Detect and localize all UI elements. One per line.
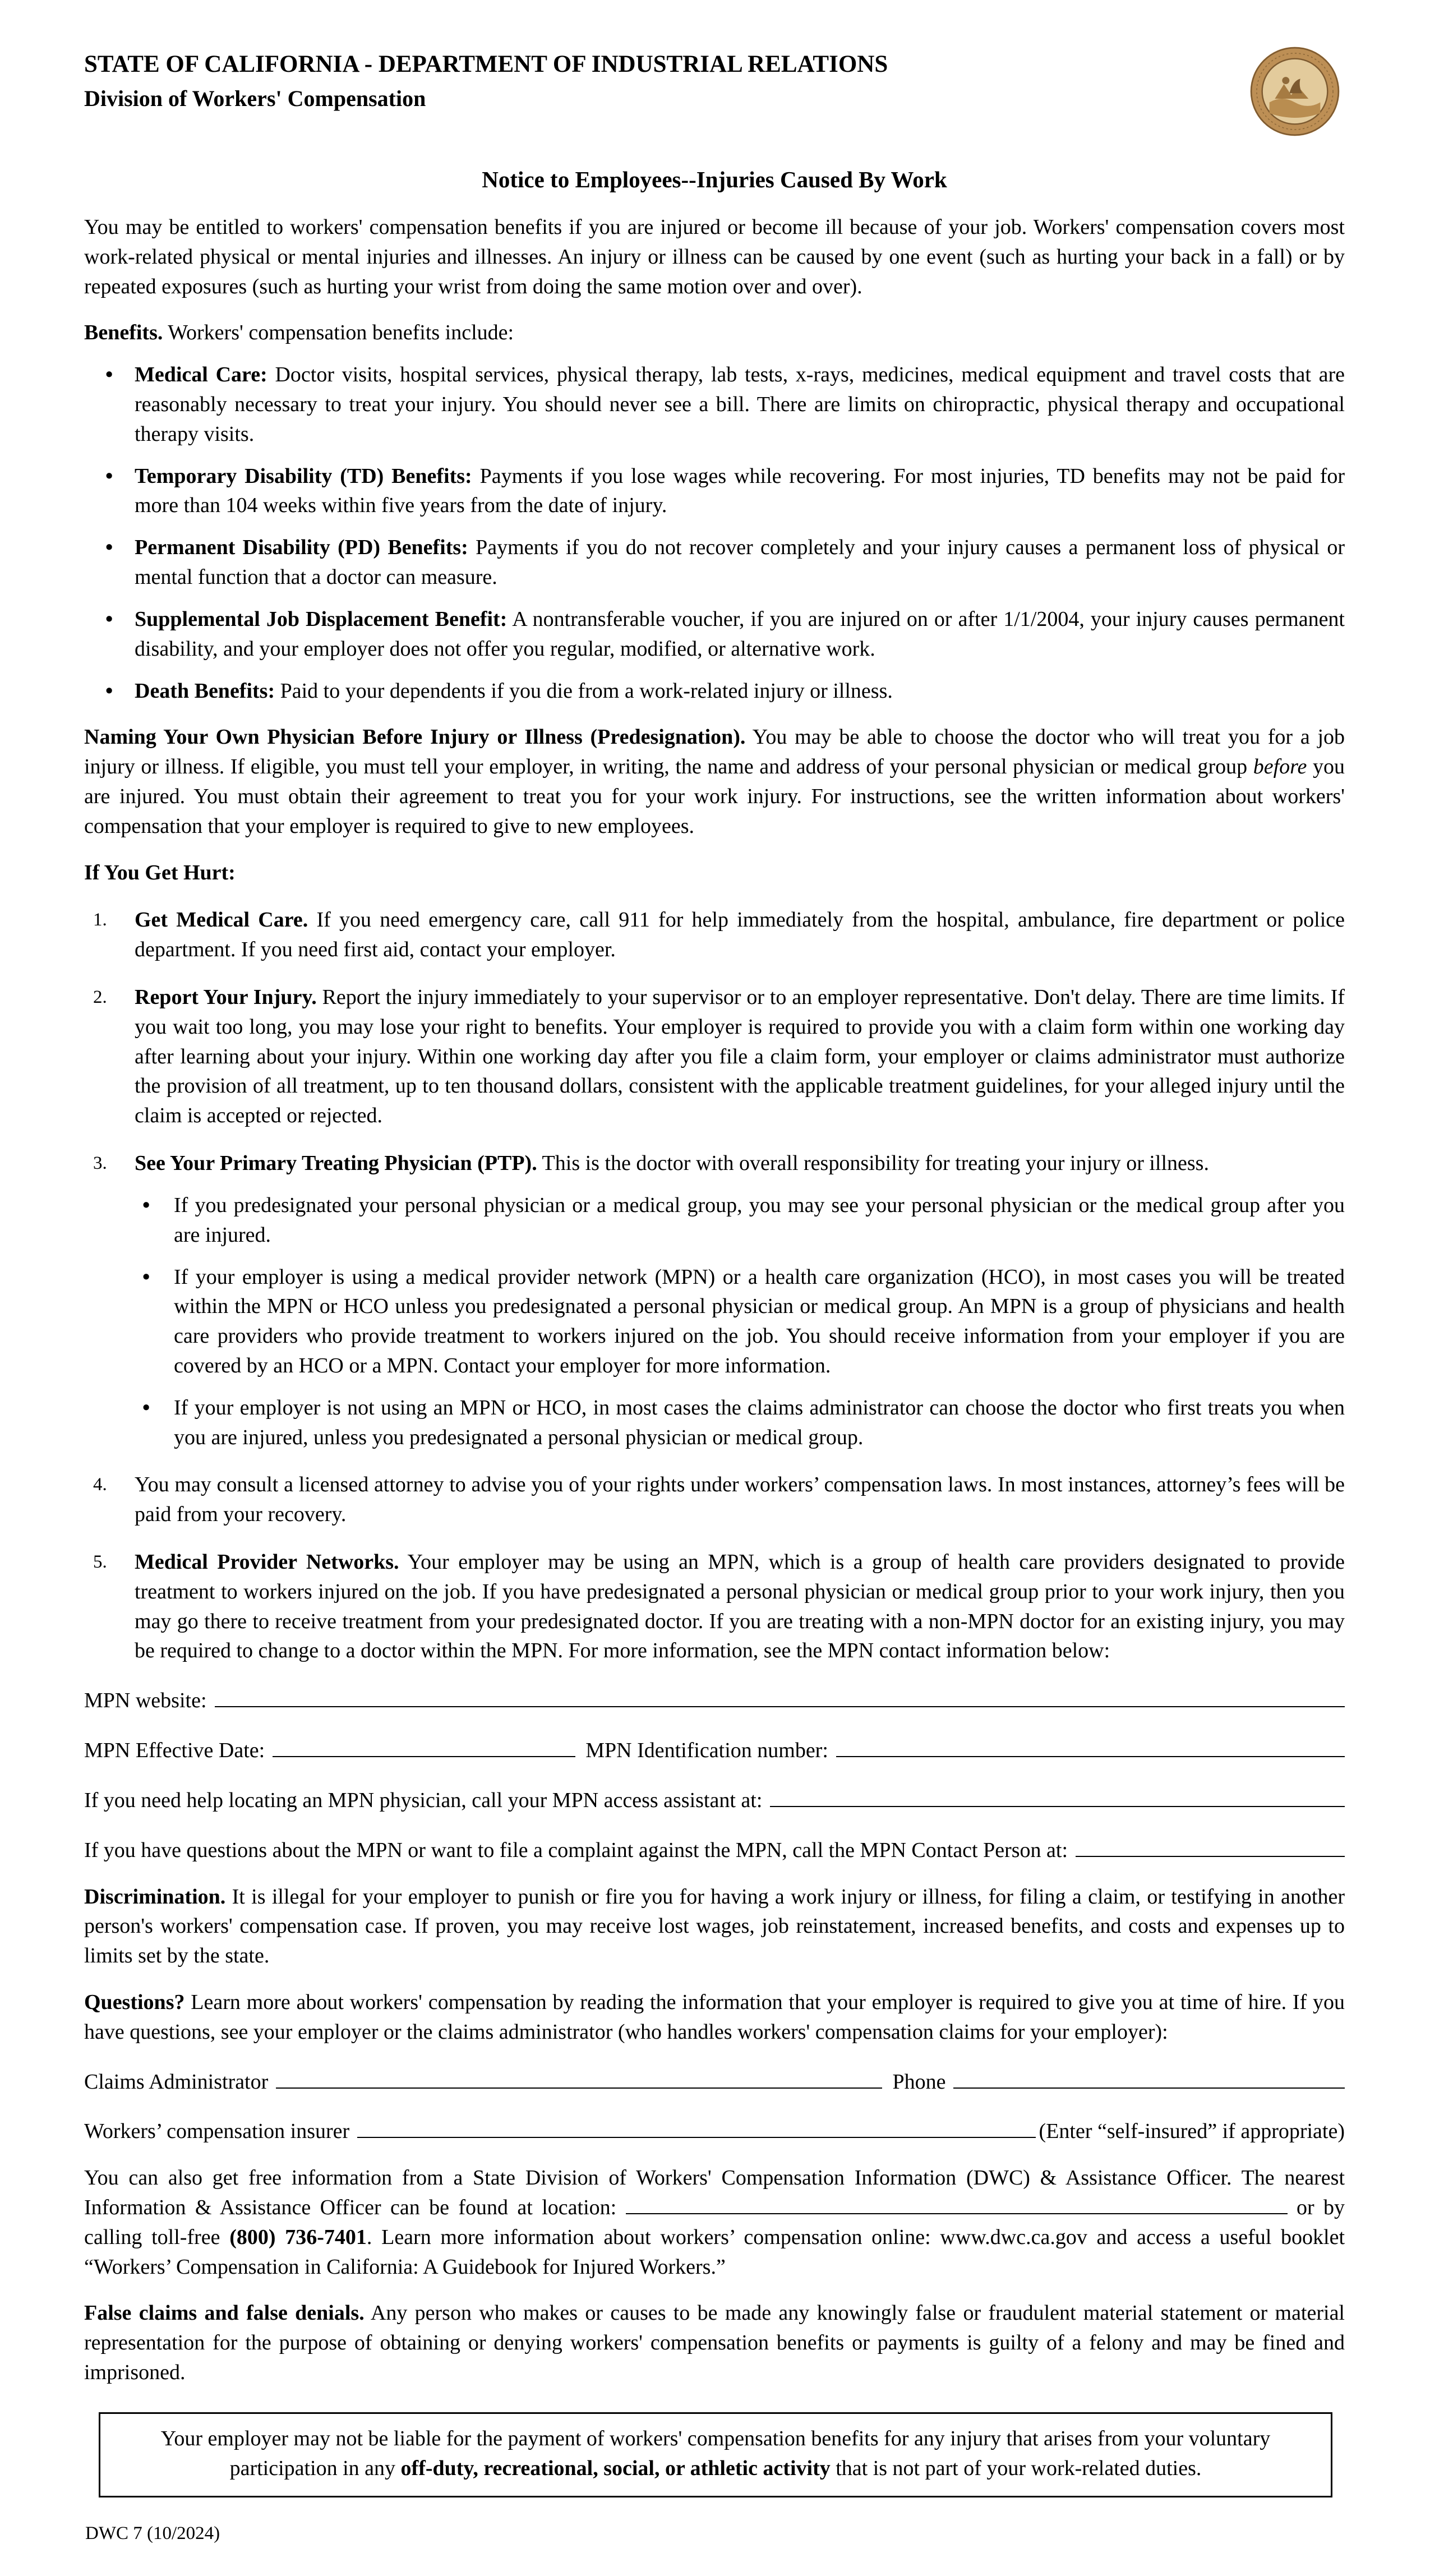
if-you-get-hurt-heading: If You Get Hurt: (84, 860, 236, 884)
document-header (84, 49, 1345, 137)
mpn-access-assistant-row (84, 1786, 1345, 1815)
claims-administrator-blank-line (276, 2087, 882, 2089)
claims-administrator-row (84, 2067, 1345, 2097)
step-text: Your employer may be using an MPN, which is a group of health care providers designated to provide treatment to workers injured on the job. If you have predesignated a personal physician or medical group prior to your work injury, then you may go there to receive treatment from your predesignated doctor. If you are treating with a non-MPN doctor for an existing injury, you may be required to change to a doctor within the MPN. For more information, see the MPN contact information below: (135, 1550, 1345, 1663)
benefit-text: A nontransferable voucher, if you are injured on or after 1/1/2004, your injury causes permanent disability, and your employer does not offer you regular, modified, or alternative work. (135, 607, 1345, 661)
step-label: Get Medical Care. (135, 908, 308, 932)
false-claims-paragraph (84, 2298, 1345, 2387)
benefits-heading (84, 318, 1345, 348)
compensation-insurer-label: Workers’ compensation insurer (84, 2119, 350, 2144)
step-number: 5. (93, 1552, 107, 1573)
step-text: You may consult a licensed attorney to advise you of your rights under workers’ compensation laws. In most instances, attorney’s fees will be paid from your recovery. (135, 1473, 1345, 1527)
predesignation-text-post: you are injured. You must obtain their agreement to treat you for your work injury. For instructions, see the written information about workers' compensation that your employer is required to give to new employees. (84, 755, 1345, 838)
mpn-effective-date-row (84, 1736, 1345, 1766)
mpn-id-blank-line (836, 1756, 1345, 1757)
predesignation-paragraph (84, 722, 1345, 841)
step-consult-attorney (84, 1470, 1345, 1529)
claims-administrator-label: Claims Administrator (84, 2070, 269, 2094)
compensation-insurer-row (84, 2117, 1345, 2146)
benefits-lead-rest: Workers' compensation benefits include: (168, 321, 514, 345)
step-body (135, 1470, 1345, 1529)
benefit-label: Death Benefits: (135, 679, 275, 703)
toll-free-phone: (800) 736-7401 (229, 2225, 367, 2249)
information-assistance-paragraph (84, 2163, 1345, 2282)
form-number-footer: DWC 7 (10/2024) (85, 2523, 220, 2543)
mpn-id-label: MPN Identification number: (585, 1739, 828, 1763)
benefit-item-temporary-disability (84, 462, 1345, 521)
step-body (135, 1547, 1345, 1666)
ptp-sub-bullet-list (135, 1191, 1345, 1453)
division-subtitle: Division of Workers' Compensation (84, 85, 426, 111)
step-number: 2. (93, 987, 107, 1008)
notice-box-text-pre: Your employer may not be liable for the payment of workers' compensation benefits for any injury that arises from your voluntary participation in any (160, 2426, 1271, 2480)
phone-blank-line (953, 2087, 1345, 2089)
step-number: 4. (93, 1474, 107, 1495)
location-blank-line (626, 2213, 1288, 2214)
california-state-seal-icon (1249, 46, 1340, 137)
mpn-contact-person-label: If you have questions about the MPN or want to file a complaint against the MPN, call the MPN Contact Person at: (84, 1838, 1068, 1862)
benefit-label: Supplemental Job Displacement Benefit: (135, 607, 508, 631)
predesignation-text-pre: You may be able to choose the doctor who will treat you for a job injury or illness. If eligible, you must tell your employer, in writing, the name and address of your personal physician or medical group (84, 725, 1345, 779)
mpn-access-assistant-label: If you need help locating an MPN physician, call your MPN access assistant at: (84, 1788, 763, 1812)
benefit-text: Paid to your dependents if you die from a work-related injury or illness. (280, 679, 893, 703)
step-see-primary-treating-physician (84, 1149, 1345, 1452)
agency-title: STATE OF CALIFORNIA - DEPARTMENT OF INDUSTRIAL RELATIONS (84, 51, 888, 77)
sub-bullet-item: • If your employer is using a medical provider network (MPN) or a health care organization (HCO), in most cases you will be treated within the MPN or HCO unless you predesignated a personal physician or medical group. An MPN is a group of physicians and health care providers who provide treatment to workers injured on the job. You should receive information from your employer if you are covered by an HCO or a MPN. Contact your employer for more information. (135, 1262, 1345, 1381)
step-body (135, 983, 1345, 1131)
self-insured-note: (Enter “self-insured” if appropriate) (1039, 2119, 1345, 2144)
benefit-label: Permanent Disability (PD) Benefits: (135, 536, 468, 560)
mpn-effective-date-blank-line (273, 1756, 575, 1757)
questions-text: Learn more about workers' compensation by reading the information that your employer is required to give you at time of hire. If you have questions, see your employer or the claims administrator (who handles workers' compensation claims for your employer): (84, 1990, 1345, 2044)
questions-paragraph (84, 1988, 1345, 2047)
information-assistance-text: You can also get free information from a State Division of Workers' Compensation Information (DWC) & Assistance Officer. The nearest Information & Assistance Officer can be found at location: (84, 2166, 1345, 2220)
sub-bullet-item: • If your employer is not using an MPN or HCO, in most cases the claims administrator can choose the doctor who first treats you when you are injured, unless you predesignated a personal physician or medical group. (135, 1393, 1345, 1453)
if-you-get-hurt-steps (84, 905, 1345, 1666)
information-assistance-text-post: . Learn more information about workers’ compensation online: www.dwc.ca.gov and access a useful booklet “Workers’ Compensation in California: A Guidebook for Injured Workers.” (84, 2225, 1345, 2279)
mpn-contact-person-row (84, 1836, 1345, 1865)
benefit-label: Medical Care: (135, 363, 267, 387)
benefit-text: Payments if you do not recover completely and your injury causes a permanent loss of physical or mental function that a doctor can measure. (135, 536, 1345, 589)
mpn-website-label: MPN website: (84, 1689, 207, 1713)
step-label: Report Your Injury. (135, 985, 317, 1010)
predesignation-lead: Naming Your Own Physician Before Injury or Illness (Predesignation). (84, 725, 746, 749)
compensation-insurer-blank-line (357, 2137, 1035, 2138)
mpn-contact-person-blank-line (1076, 1856, 1345, 1857)
mpn-website-blank-line (215, 1706, 1345, 1707)
phone-label: Phone (892, 2070, 946, 2094)
voluntary-activity-notice-box (99, 2412, 1332, 2497)
predesignation-italic: before (1253, 755, 1307, 779)
step-label: Medical Provider Networks. (135, 1550, 399, 1574)
intro-paragraph: You may be entitled to workers' compensation benefits if you are injured or become ill because of your job. Workers' compensation covers most work-related physical or mental injuries and illnesses. An injury or illness can be caused by one event (such as hurting your back in a fall) or by repeated exposures (such as hurting your wrist from doing the same motion over and over). (84, 215, 1345, 298)
step-number: 3. (93, 1153, 107, 1174)
step-body (135, 1149, 1345, 1452)
discrimination-lead: Discrimination. (84, 1884, 226, 1909)
questions-lead: Questions? (84, 1990, 185, 2014)
benefit-text: Payments if you lose wages while recovering. For most injuries, TD benefits may not be paid for more than 104 weeks within five years from the date of injury. (135, 464, 1345, 518)
information-assistance-or: or by calling toll-free (84, 2196, 1345, 2249)
step-text: If you need emergency care, call 911 for help immediately from the hospital, ambulance, fire department or police department. If you need first aid, contact your employer. (135, 908, 1345, 962)
notice-box-text-post: that is not part of your work-related duties. (836, 2456, 1202, 2480)
benefit-text: Doctor visits, hospital services, physical therapy, lab tests, x-rays, medicines, medical equipment and travel costs that are reasonably necessary to treat your injury. You should never see a bill. There are limits on chiropractic, physical therapy and occupational therapy visits. (135, 363, 1345, 446)
notice-box-bold: off-duty, recreational, social, or athletic activity (400, 2456, 831, 2480)
sub-bullet-item: • If you predesignated your personal physician or a medical group, you may see your personal physician or the medical group after you are injured. (135, 1191, 1345, 1250)
benefits-list (84, 360, 1345, 706)
discrimination-text: It is illegal for your employer to punish or fire you for having a work injury or illness, for filing a claim, or testifying in another person's workers' compensation case. If proven, you may receive lost wages, job reinstatement, increased benefits, and costs and expenses up to limits set by the state. (84, 1884, 1345, 1968)
step-number: 1. (93, 910, 107, 930)
mpn-access-assistant-blank-line (770, 1806, 1345, 1807)
benefit-item-supplemental-job-displacement (84, 605, 1345, 664)
step-label: See Your Primary Treating Physician (PTP). (135, 1151, 537, 1176)
benefit-item-death-benefits (84, 676, 1345, 706)
mpn-website-row (84, 1686, 1345, 1716)
step-text: Report the injury immediately to your supervisor or to an employer representative. Don't delay. There are time limits. If you wait too long, you may lose your right to benefits. Your employer is required to provide you with a claim form within one working day after learning about your injury. Within one working day after you file a claim form, your employer or claims administrator must authorize the provision of all treatment, up to ten thousand dollars, consistent with the applicable treatment guidelines, for your alleged injury until the claim is accepted or rejected. (135, 985, 1345, 1128)
document-title: Notice to Employees--Injuries Caused By Work (482, 167, 947, 192)
step-get-medical-care (84, 905, 1345, 965)
benefit-item-permanent-disability (84, 533, 1345, 592)
step-report-your-injury (84, 983, 1345, 1131)
false-claims-lead: False claims and false denials. (84, 2301, 365, 2325)
mpn-effective-date-label: MPN Effective Date: (84, 1739, 265, 1763)
benefit-item-medical-care (84, 360, 1345, 449)
step-text: This is the doctor with overall responsibility for treating your injury or illness. (542, 1151, 1209, 1176)
header-text (84, 49, 888, 114)
false-claims-text: Any person who makes or causes to be made any knowingly false or fraudulent material statement or material representation for the purpose of obtaining or denying workers' compensation benefits or payments is guilty of a felony and may be fined and imprisoned. (84, 2301, 1345, 2385)
benefit-label: Temporary Disability (TD) Benefits: (135, 464, 472, 488)
discrimination-paragraph (84, 1882, 1345, 1971)
benefits-lead: Benefits. (84, 321, 163, 345)
step-medical-provider-networks (84, 1547, 1345, 1666)
step-body (135, 905, 1345, 965)
